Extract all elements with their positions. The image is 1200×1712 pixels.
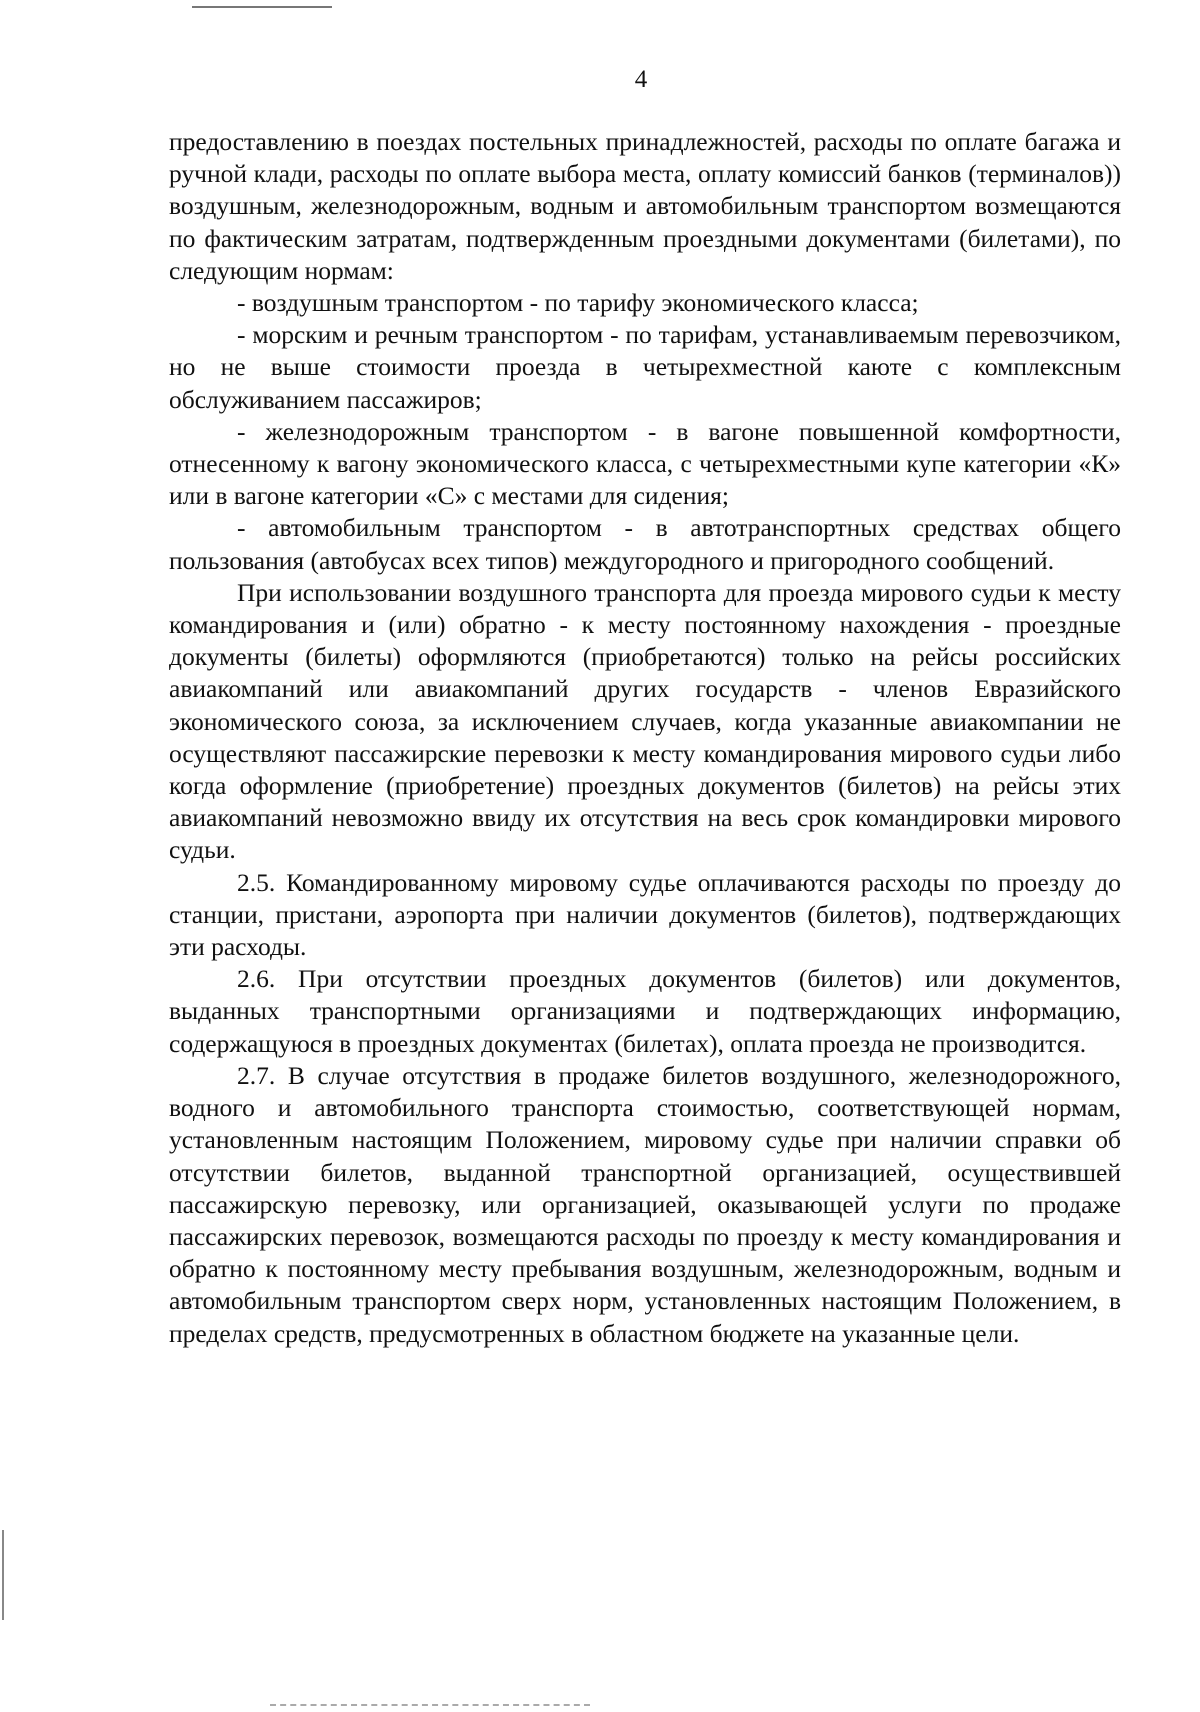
page-number: 4 [634, 66, 648, 93]
list-item-air-transport: - воздушным транспортом - по тарифу экономического класса; [237, 288, 919, 318]
list-item-sea-river-transport: - морским и речным транспортом - по тарифам, устанавливаемым перевозчиком, но не выше стоимости проезда в четырехместной каюте с комплексным обслуживанием пассажиров; [169, 320, 1121, 414]
paragraph-air-travel-rules: При использовании воздушного транспорта для проезда мирового судьи к месту командирования и (или) обратно - к месту постоянному нахождения - проездные документы (билеты) оформляются (приобретаются) только на рейсы российских авиакомпаний или авиакомпаний других государств - членов Евразийского экономического союза, за исключением случаев, когда указанные авиакомпании не осуществляют пассажирские перевозки к месту командирования мирового судьи либо когда оформление (приобретение) проездных документов (билетов) на рейсы этих авиакомпаний невозможно ввиду их отсутствия на весь срок командировки мирового судьи. [169, 577, 1121, 865]
list-item-rail-transport: - железнодорожным транспортом - в вагоне повышенной комфортности, отнесенному к вагону экономического класса, с четырехместными купе категории «К» или в вагоне категории «С» с местами для сидения; [169, 416, 1121, 511]
scan-edge-mark-left [2, 1530, 4, 1620]
scan-edge-mark-bottom [270, 1704, 590, 1706]
list-item-road-transport: - автомобильным транспортом - в автотранспортных средствах общего пользования (автобусах всех типов) междугородного и пригородного сообщений. [169, 513, 1121, 575]
scan-edge-mark-top [192, 6, 332, 8]
clause-2-7: 2.7. В случае отсутствия в продаже билетов воздушного, железнодорожного, водного и автомобильного транспорта стоимостью, соответствующей нормам, установленным настоящим Положением, мировому судье при наличии справки об отсутствии билетов, выданной транспортной организацией, осуществившей пассажирскую перевозку, или организацией, оказывающей услуги по продаже пассажирских перевозок, возмещаются расходы по проезду к месту командирования и обратно к постоянному месту пребывания воздушным, железнодорожным, водным и автомобильным транспортом сверх норм, установленных настоящим Положением, в пределах средств, предусмотренных в областном бюджете на указанные цели. [169, 1060, 1121, 1348]
paragraph-continuation: предоставлению в поездах постельных принадлежностей, расходы по оплате багажа и ручной клади, расходы по оплате выбора места, оплату комиссий банков (терминалов)) воздушным, железнодорожным, водным и автомобильным транспортом возмещаются по фактическим затратам, подтвержденным проездными документами (билетами), по следующим нормам: [169, 127, 1121, 285]
clause-2-6: 2.6. При отсутствии проездных документов (билетов) или документов, выданных транспортными организациями и подтверждающих информацию, содержащуюся в проездных документах (билетах), оплата проезда не производится. [169, 964, 1121, 1058]
document-body [169, 126, 1121, 1350]
clause-2-5: 2.5. Командированному мировому судье оплачиваются расходы по проезду до станции, пристани, аэропорта при наличии документов (билетов), подтверждающих эти расходы. [169, 867, 1121, 962]
